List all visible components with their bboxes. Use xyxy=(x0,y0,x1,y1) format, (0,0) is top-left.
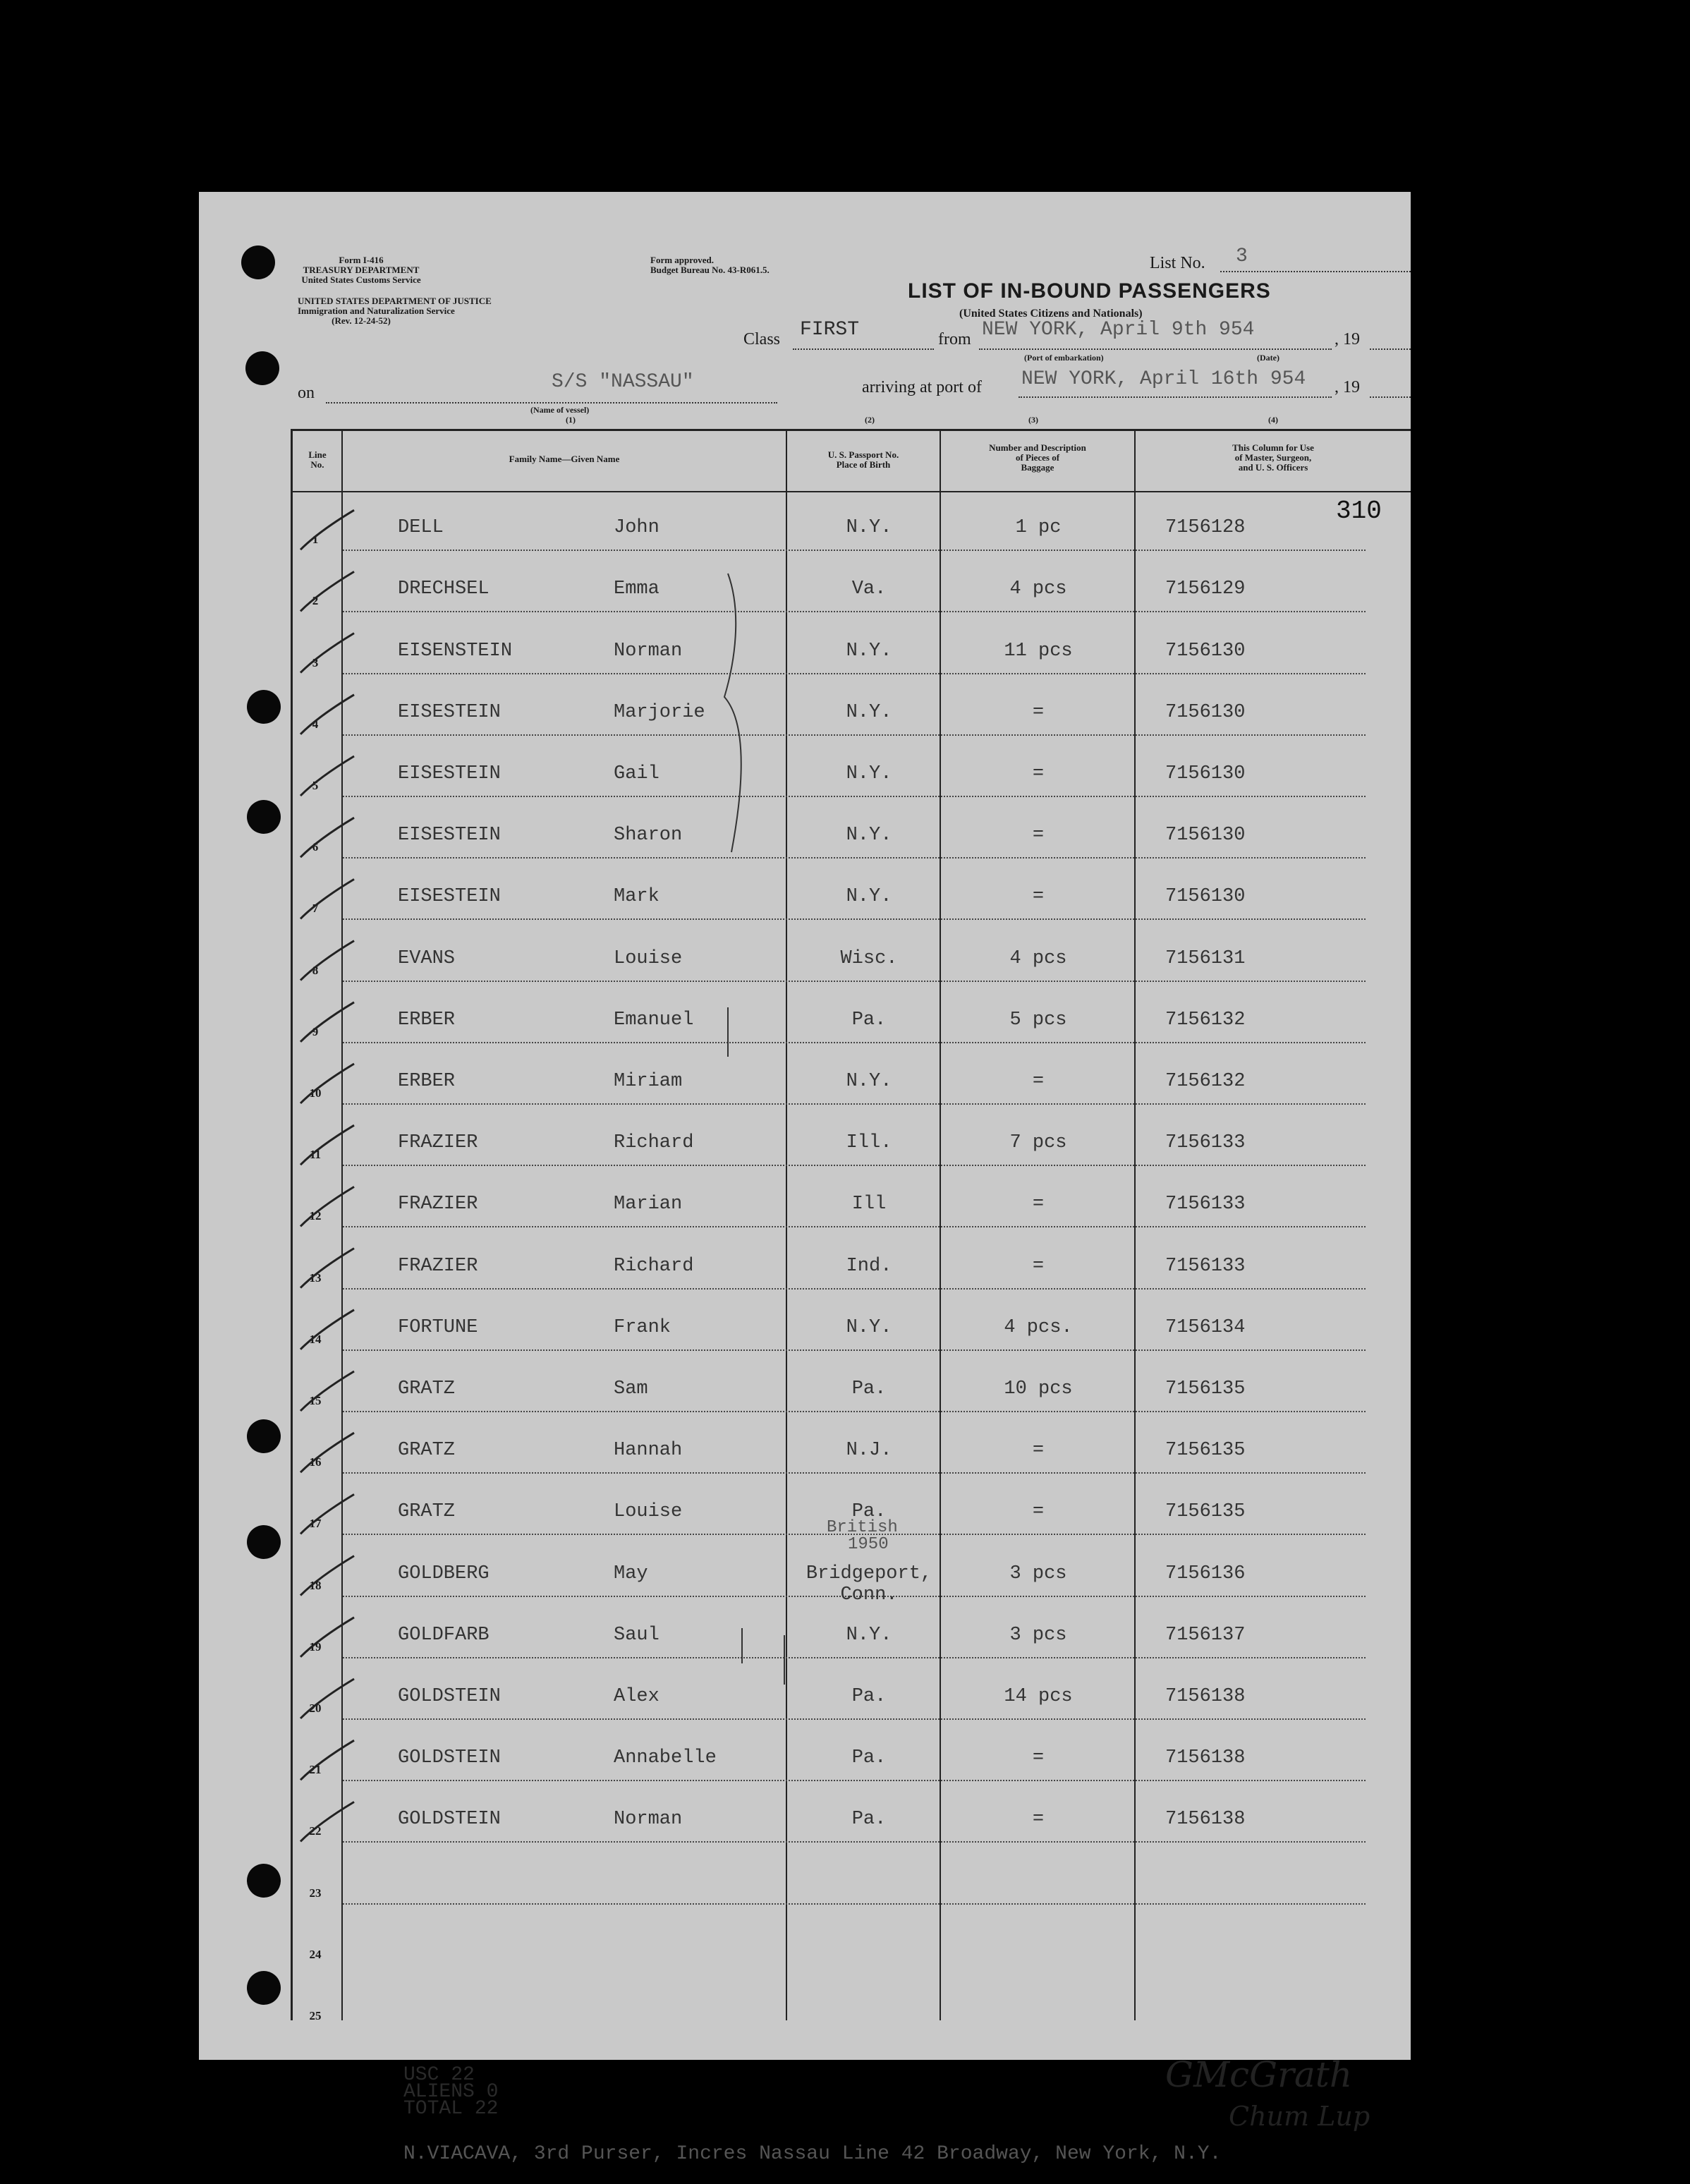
given-name: John xyxy=(614,517,659,539)
baggage-count: 10 pcs xyxy=(1004,1378,1073,1400)
binder-hole xyxy=(247,1525,281,1559)
binder-hole xyxy=(241,245,275,279)
family-name: DELL xyxy=(398,517,444,539)
check-mark xyxy=(300,1802,354,1841)
from-line xyxy=(979,348,1332,350)
line-number: 9 xyxy=(312,1024,319,1038)
check-mark xyxy=(300,1556,354,1596)
place-of-birth: N.Y. xyxy=(846,1070,892,1092)
binder-hole xyxy=(247,1971,281,2005)
family-name: EISENSTEIN xyxy=(398,640,513,662)
family-name: GRATZ xyxy=(398,1378,456,1400)
vessel-value: S/S "NASSAU" xyxy=(552,371,694,393)
line-number: 23 xyxy=(309,1886,322,1900)
check-mark xyxy=(300,510,354,550)
family-name: FRAZIER xyxy=(398,1194,478,1215)
col-baggage-l2: of Pieces of xyxy=(1015,452,1060,463)
officer-number: 7156138 xyxy=(1165,1747,1246,1769)
embark-caption: (Port of embarkation) xyxy=(1024,353,1104,363)
binder-hole xyxy=(247,800,281,834)
col-header-passport xyxy=(787,450,940,470)
officer-number: 7156130 xyxy=(1165,701,1246,723)
col-baggage-l3: Baggage xyxy=(1021,462,1054,473)
family-name: FRAZIER xyxy=(398,1132,478,1154)
baggage-count: = xyxy=(1032,701,1045,723)
officer-number: 7156135 xyxy=(1165,1501,1246,1523)
officer-number: 7156137 xyxy=(1165,1624,1246,1646)
place-of-birth: N.Y. xyxy=(846,886,892,908)
page-subtitle: (United States Citizens and Nationals) xyxy=(959,308,1143,320)
baggage-count: = xyxy=(1032,825,1045,847)
line-number: 17 xyxy=(309,1517,322,1531)
given-name: Annabelle xyxy=(614,1747,717,1769)
page-title: LIST OF IN-BOUND PASSENGERS xyxy=(908,279,1271,303)
totals-aliens: ALIENS 0 xyxy=(403,2081,499,2103)
baggage-count: 3 pcs xyxy=(1009,1624,1067,1646)
baggage-count: 5 pcs xyxy=(1009,1009,1067,1031)
family-name: GOLDSTEIN xyxy=(398,1747,501,1769)
binder-hole xyxy=(245,351,279,385)
totals-usc: USC 22 xyxy=(403,2064,475,2086)
given-name: Emanuel xyxy=(614,1009,694,1031)
class-line xyxy=(793,348,934,350)
given-name: Miriam xyxy=(614,1070,683,1092)
given-name: Saul xyxy=(614,1624,659,1646)
page-stamp: 310 xyxy=(1336,497,1382,526)
check-mark xyxy=(300,1433,354,1472)
col-birth-label: Place of Birth xyxy=(836,459,891,470)
inspector-signature: GMcGrath xyxy=(1165,2054,1353,2095)
purser-footer: N.VIACAVA, 3rd Purser, Incres Nassau Line 42 Broadway, New York, N.Y. xyxy=(403,2143,1222,2165)
col-num-2: (2) xyxy=(865,415,875,425)
family-name: GRATZ xyxy=(398,1501,456,1523)
col-num-4: (4) xyxy=(1268,415,1278,425)
baggage-count: = xyxy=(1032,1809,1045,1831)
col-no-label: No. xyxy=(310,459,324,470)
officer-number: 7156130 xyxy=(1165,763,1246,784)
col-baggage-l1: Number and Description xyxy=(989,442,1086,453)
col-passport-label: U. S. Passport No. xyxy=(827,449,899,460)
family-name: GOLDSTEIN xyxy=(398,1685,501,1707)
place-of-birth: Bridgeport, Conn. xyxy=(806,1563,932,1606)
given-name: Marian xyxy=(614,1194,683,1215)
baggage-count: 4 pcs xyxy=(1009,578,1067,600)
place-of-birth: Ind. xyxy=(846,1255,892,1277)
check-mark xyxy=(300,1740,354,1780)
class-value: FIRST xyxy=(800,319,860,341)
arriving-label: arriving at port of xyxy=(862,378,982,396)
officer-number: 7156135 xyxy=(1165,1378,1246,1400)
officer-number: 7156130 xyxy=(1165,825,1246,847)
ins-service: Immigration and Naturalization Service xyxy=(298,305,455,316)
officer-number: 7156130 xyxy=(1165,640,1246,662)
officer-number: 7156132 xyxy=(1165,1070,1246,1092)
col-num-3: (3) xyxy=(1028,415,1038,425)
year-line xyxy=(1370,348,1411,350)
check-mark xyxy=(300,818,354,857)
from-label: from xyxy=(938,330,971,348)
officer-number: 7156133 xyxy=(1165,1132,1246,1154)
baggage-count: = xyxy=(1032,1501,1045,1523)
baggage-count: 7 pcs xyxy=(1009,1132,1067,1154)
family-name: FRAZIER xyxy=(398,1255,478,1277)
line-number: 4 xyxy=(312,717,319,731)
given-name: May xyxy=(614,1563,648,1584)
baggage-count: 14 pcs xyxy=(1004,1685,1073,1707)
place-of-birth: N.Y. xyxy=(846,517,892,539)
check-marks xyxy=(291,429,545,2051)
given-name: Norman xyxy=(614,1809,683,1831)
line-number: 22 xyxy=(309,1824,322,1838)
form-number: Form I-416 xyxy=(339,255,384,265)
officer-number: 7156133 xyxy=(1165,1255,1246,1277)
place-of-birth: Ill xyxy=(851,1194,887,1215)
line-number: 16 xyxy=(309,1455,322,1469)
officer-number: 7156128 xyxy=(1165,517,1246,539)
col-header-baggage xyxy=(941,443,1134,473)
annotation-year: 1950 xyxy=(848,1535,889,1554)
col-header-officers xyxy=(1136,443,1411,473)
check-mark xyxy=(300,1249,354,1288)
approval-block xyxy=(650,255,770,275)
list-no-line xyxy=(1220,271,1411,272)
check-mark xyxy=(300,633,354,673)
given-name: Louise xyxy=(614,947,683,969)
col-officers-l1: This Column for Use xyxy=(1232,442,1314,453)
family-name: EVANS xyxy=(398,947,456,969)
given-name: Frank xyxy=(614,1316,671,1338)
family-name: FORTUNE xyxy=(398,1316,478,1338)
binder-hole xyxy=(247,1419,281,1453)
check-mark xyxy=(300,941,354,981)
family-name: GRATZ xyxy=(398,1440,456,1462)
officer-number: 7156135 xyxy=(1165,1440,1246,1462)
given-name: Alex xyxy=(614,1685,659,1707)
on-label: on xyxy=(298,384,315,402)
officer-number: 7156138 xyxy=(1165,1809,1246,1831)
baggage-count: = xyxy=(1032,886,1045,908)
officer-number: 7156132 xyxy=(1165,1009,1246,1031)
given-name: Marjorie xyxy=(614,701,705,723)
given-name: Louise xyxy=(614,1501,683,1523)
col-header-name: Family Name—Given Name xyxy=(509,454,620,464)
class-label: Class xyxy=(743,330,781,348)
line-number: 24 xyxy=(309,1947,322,1961)
list-no-value: 3 xyxy=(1236,245,1248,267)
family-name: GOLDFARB xyxy=(398,1624,490,1646)
line-number: 19 xyxy=(309,1639,322,1654)
given-name: Emma xyxy=(614,578,659,600)
line-number: 20 xyxy=(309,1701,322,1715)
baggage-count: = xyxy=(1032,763,1045,784)
line-number: 3 xyxy=(312,655,319,669)
baggage-count: = xyxy=(1032,1747,1045,1769)
officer-number: 7156129 xyxy=(1165,578,1246,600)
justice-block xyxy=(298,296,492,326)
check-mark xyxy=(300,1125,354,1165)
line-number: 15 xyxy=(309,1393,322,1407)
officer-number: 7156130 xyxy=(1165,886,1246,908)
place-of-birth: N.Y. xyxy=(846,1316,892,1338)
check-mark xyxy=(300,1618,354,1657)
family-name: EISESTEIN xyxy=(398,701,501,723)
vessel-col-num: (1) xyxy=(566,415,576,425)
officer-number: 7156134 xyxy=(1165,1316,1246,1338)
officer-number: 7156138 xyxy=(1165,1685,1246,1707)
place-of-birth: Ill. xyxy=(846,1132,892,1154)
baggage-count: = xyxy=(1032,1070,1045,1092)
check-mark xyxy=(300,1494,354,1534)
line-number: 6 xyxy=(312,840,319,854)
passenger-manifest-form xyxy=(199,192,1411,2165)
given-name: Hannah xyxy=(614,1440,683,1462)
revision: (Rev. 12-24-52) xyxy=(332,315,391,326)
family-name: EISESTEIN xyxy=(398,763,501,784)
family-name: DRECHSEL xyxy=(398,578,490,600)
baggage-count: 1 pc xyxy=(1015,517,1062,539)
check-mark xyxy=(300,1310,354,1349)
line-number: 5 xyxy=(312,778,319,792)
budget-bureau: Budget Bureau No. 43-R061.5. xyxy=(650,265,770,275)
check-mark xyxy=(300,1064,354,1103)
family-name: GOLDBERG xyxy=(398,1563,490,1584)
place-of-birth: Pa. xyxy=(851,1685,887,1707)
family-name: EISESTEIN xyxy=(398,825,501,847)
given-name: Norman xyxy=(614,640,683,662)
list-no-label: List No. xyxy=(1150,254,1205,272)
col-officers-l3: and U. S. Officers xyxy=(1238,462,1308,473)
check-mark xyxy=(300,1187,354,1226)
check-mark xyxy=(300,571,354,611)
inspector-title-signature: Chum Lup xyxy=(1229,2101,1370,2132)
family-name: ERBER xyxy=(398,1070,456,1092)
place-of-birth: N.Y. xyxy=(846,701,892,723)
customs-service: United States Customs Service xyxy=(301,274,421,285)
family-name: ERBER xyxy=(398,1009,456,1031)
place-of-birth: N.Y. xyxy=(846,763,892,784)
line-number: 2 xyxy=(312,594,319,608)
binder-hole xyxy=(247,690,281,724)
place-of-birth: Pa. xyxy=(851,1501,887,1523)
place-of-birth: N.J. xyxy=(846,1440,892,1462)
line-number: 13 xyxy=(309,1270,322,1285)
officer-number: 7156131 xyxy=(1165,947,1246,969)
from-value: NEW YORK, April 9th 954 xyxy=(982,319,1255,341)
given-name: Mark xyxy=(614,886,659,908)
family-name: EISESTEIN xyxy=(398,886,501,908)
baggage-count: = xyxy=(1032,1440,1045,1462)
arriving-value: NEW YORK, April 16th 954 xyxy=(1021,368,1306,390)
place-of-birth: Pa. xyxy=(851,1747,887,1769)
treasury-dept: TREASURY DEPARTMENT xyxy=(303,265,420,275)
place-of-birth: Wisc. xyxy=(840,947,898,969)
place-of-birth: N.Y. xyxy=(846,1624,892,1646)
officer-number: 7156136 xyxy=(1165,1563,1246,1584)
totals-total: TOTAL 22 xyxy=(403,2098,499,2120)
given-name: Richard xyxy=(614,1132,694,1154)
year-label: , 19 xyxy=(1335,330,1360,348)
baggage-count: 11 pcs xyxy=(1004,640,1073,662)
line-number: 10 xyxy=(309,1086,322,1100)
check-mark xyxy=(300,1679,354,1718)
check-mark xyxy=(300,879,354,918)
annotation-british: British xyxy=(827,1518,898,1537)
check-mark xyxy=(300,695,354,734)
binder-hole xyxy=(247,1864,281,1898)
line-number: 18 xyxy=(309,1578,322,1592)
line-number: 1 xyxy=(312,533,319,547)
place-of-birth: N.Y. xyxy=(846,640,892,662)
vessel-line xyxy=(326,402,777,404)
check-mark xyxy=(300,756,354,796)
check-mark xyxy=(300,1371,354,1411)
place-of-birth: N.Y. xyxy=(846,825,892,847)
col-line-label: Line xyxy=(308,449,327,460)
baggage-count: 4 pcs xyxy=(1009,947,1067,969)
year-line-2 xyxy=(1370,396,1411,398)
form-agency-block xyxy=(298,255,425,285)
line-number: 7 xyxy=(312,902,319,916)
line-number: 11 xyxy=(309,1148,322,1162)
baggage-count: = xyxy=(1032,1194,1045,1215)
year-label-2: , 19 xyxy=(1335,378,1360,396)
line-number: 21 xyxy=(309,1763,322,1777)
arriving-line xyxy=(1019,396,1332,398)
justice-dept: UNITED STATES DEPARTMENT OF JUSTICE xyxy=(298,296,492,306)
place-of-birth: Pa. xyxy=(851,1378,887,1400)
place-of-birth: Va. xyxy=(851,578,887,600)
passenger-table xyxy=(291,429,1411,2165)
officer-number: 7156133 xyxy=(1165,1194,1246,1215)
given-name: Sharon xyxy=(614,825,683,847)
check-mark xyxy=(300,1002,354,1042)
line-number: 12 xyxy=(309,1209,322,1223)
col-officers-l2: of Master, Surgeon, xyxy=(1234,452,1312,463)
form-approved: Form approved. xyxy=(650,255,715,265)
vessel-caption: (Name of vessel) xyxy=(530,405,590,415)
baggage-count: = xyxy=(1032,1255,1045,1277)
line-number: 14 xyxy=(309,1332,322,1346)
given-name: Gail xyxy=(614,763,659,784)
given-name: Richard xyxy=(614,1255,694,1277)
family-name: GOLDSTEIN xyxy=(398,1809,501,1831)
date-caption: (Date) xyxy=(1257,353,1279,363)
given-name: Sam xyxy=(614,1378,648,1400)
baggage-count: 4 pcs. xyxy=(1004,1316,1073,1338)
place-of-birth: Pa. xyxy=(851,1809,887,1831)
line-number: 25 xyxy=(309,2008,322,2022)
line-number: 8 xyxy=(312,963,319,977)
place-of-birth: Pa. xyxy=(851,1009,887,1031)
baggage-count: 3 pcs xyxy=(1009,1563,1067,1584)
